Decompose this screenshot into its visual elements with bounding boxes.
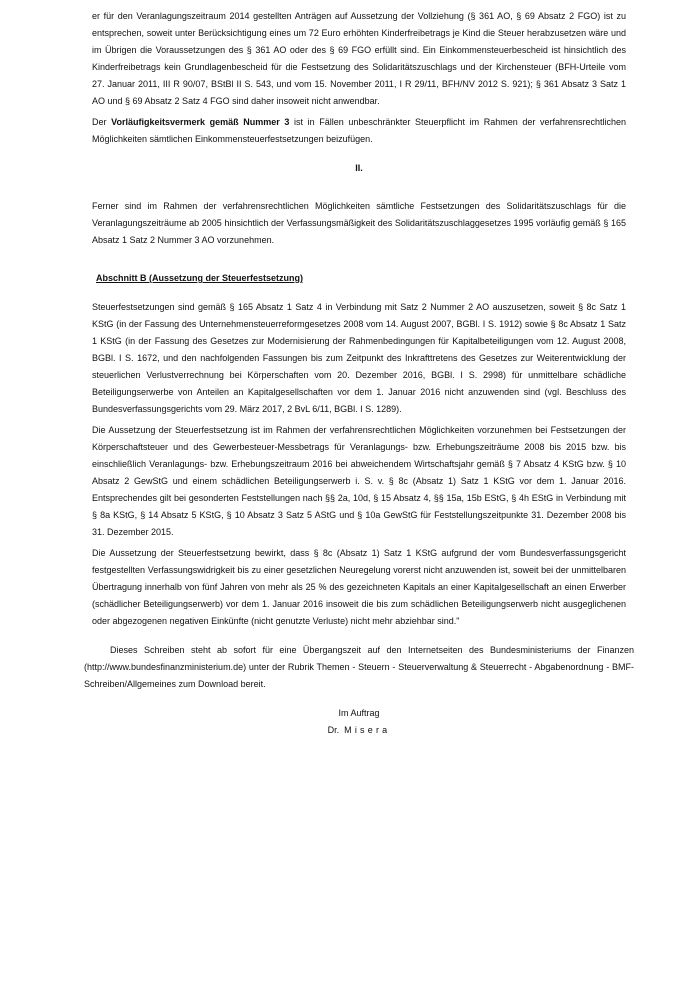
paragraph-download-hinweis: [84, 642, 634, 693]
document-page: [84, 8, 634, 739]
paragraph-text-end: ist in Fällen unbeschränkter Steuerpflicht im Rahmen der verfahrensrechtlichen Möglichkeiten sämtlichen Einkommensteuerfestsetzungen beizufügen.: [92, 117, 626, 144]
paragraph-aussetzung-vollziehung: er für den Veranlagungszeitraum 2014 gestellten Anträgen auf Aussetzung der Vollziehung (§ 361 AO, § 69 Absatz 2 FGO) ist zu entsprechen, soweit unter Berücksichtigung eines um 72 Euro erhöhten Kinderfreibetrags je Kind die Steuer herabzusetzen wäre und im Übrigen die Voraussetzungen des § 361 AO oder des § 69 FGO erfüllt sind. Ein Einkommensteuerbescheid ist hinsichtlich des Kinderfreibetrags kein Grundlagenbescheid für die Festsetzung des Solidaritätszuschlags und der Kirchensteuer (BFH-Urteile vom 27. Januar 2011, III R 90/07, BStBl II S. 543, und vom 15. November 2011, I R 29/11, BFH/NV 2012 S. 921); § 361 Absatz 3 Satz 1 AO und § 69 Absatz 2 Satz 4 FGO sind daher insoweit nicht anwendbar.: [92, 11, 626, 106]
paragraph-steuerfestsetzungen: Steuerfestsetzungen sind gemäß § 165 Absatz 1 Satz 4 in Verbindung mit Satz 2 Nummer 2 AO auszusetzen, soweit § 8c Satz 1 KStG (in der Fassung des Unternehmensteuerreformgesetzes 2008 vom 14. August 2007, BGBl. I S. 1912) sowie § 8c Absatz 1 Satz 1 KStG (in der Fassung des Gesetzes zur Modernisierung der Rahmenbedingungen für Kapitalbeteiligungen vom 12. August 2008, BGBl. I S. 1672, und den nachfolgenden Fassungen bis zum Zeitpunkt des Inkrafttretens des Gesetzes zur Weiterentwicklung der steuerlichen Verlustverrechnung bei Körperschaften vom 20. Dezember 2016, BGBl. I S. 2998) für unmittelbare schädliche Beteiligungserwerbe von Anteilen an Kapitalgesellschaften vor dem 1. Januar 2016 nicht anzuwenden sind (vgl. Beschluss des Bundesverfassungsgerichts vom 29. März 2017, 2 BvL 6/11, BGBl. I S. 1289).: [92, 302, 626, 414]
paragraph-aussetzung-koerperschaftsteuer: Die Aussetzung der Steuerfestsetzung ist im Rahmen der verfahrensrechtlichen Möglichkeiten vorzunehmen bei Festsetzungen der Körperschaftsteuer und des Gewerbesteuer-Messbetrags für Veranlagungs- bzw. Erhebungszeiträume 2008 bis 2015 bzw. bis einschließlich Veranlagungs- bzw. Erhebungszeitraum 2016 bei abweichendem Wirtschaftsjahr gemäß § 7 Absatz 4 KStG bzw. § 10 Absatz 2 GewStG und einem schädlichen Beteiligungserwerb i. S. v. § 8c (Absatz 1) Satz 1 KStG vor dem 1. Januar 2016. Entsprechendes gilt bei gesonderten Feststellungen nach §§ 2a, 10d, § 15 Absatz 4, §§ 15a, 15b EStG, § 4h EStG in Verbindung mit § 8a KStG, § 14 Absatz 5 KStG, § 10 Absatz 3 Satz 5 AStG und § 10a GewStG für Feststellungszeitpunkte 31. Dezember 2008 bis 31. Dezember 2015.: [92, 425, 626, 537]
paragraph-wirkung-aussetzung: Die Aussetzung der Steuerfestsetzung bewirkt, dass § 8c (Absatz 1) Satz 1 KStG aufgrund der vom Bundesverfassungsgericht festgestellten Verfassungswidrigkeit bis zu einer gesetzlichen Neuregelung vorerst nicht anzuwenden ist, soweit bei der unmittelbaren Übertragung innerhalb von fünf Jahren von mehr als 25 % des gezeichneten Kapitals an einer Kapitalgesellschaft an einen Erwerber (schädlicher Beteiligungserwerb) vor dem 1. Januar 2016 insoweit die bis zum schädlichen Beteiligungserwerb nicht ausgeglichenen oder abgezogenen negativen Einkünfte (nicht genutzte Verluste) nicht mehr abziehbar sind.": [92, 548, 626, 626]
signature-name: Misera: [344, 725, 391, 735]
im-auftrag-label: Im Auftrag: [338, 708, 380, 718]
signature-title: Dr.: [327, 725, 340, 735]
paragraph-vorlaeufigkeitsvermerk: [92, 114, 626, 148]
download-hinweis-text: Dieses Schreiben steht ab sofort für eine Übergangszeit auf den Internetseiten des Bundesministeriums der Finanzen (http://www.bundesfinanzministerium.de) unter der Rubrik Themen - Steuern - Steuerverwaltung & Steuerrecht - Abgabenordnung - BMF-Schreiben/Allgemeines zum Download bereit.: [84, 645, 634, 689]
bold-term-vorlaeufigkeitsvermerk: Vorläufigkeitsvermerk gemäß Nummer 3: [111, 117, 290, 127]
signature-block: [92, 705, 626, 739]
signature-line: [92, 722, 626, 739]
section-heading-abschnitt-b: Abschnitt B (Aussetzung der Steuerfestsetzung): [96, 273, 304, 283]
section-heading-ii: II.: [355, 163, 363, 173]
paragraph-solidaritaetszuschlag: Ferner sind im Rahmen der verfahrensrechtlichen Möglichkeiten sämtliche Festsetzungen des Solidaritätszuschlags für die Veranlagungszeiträume ab 2005 hinsichtlich der Verfassungsmäßigkeit des Solidaritätszuschlaggesetzes 1995 vorläufig gemäß § 165 Absatz 1 Satz 2 Nummer 3 AO vorzunehmen.: [92, 201, 626, 245]
paragraph-text-start: Der: [92, 117, 112, 127]
